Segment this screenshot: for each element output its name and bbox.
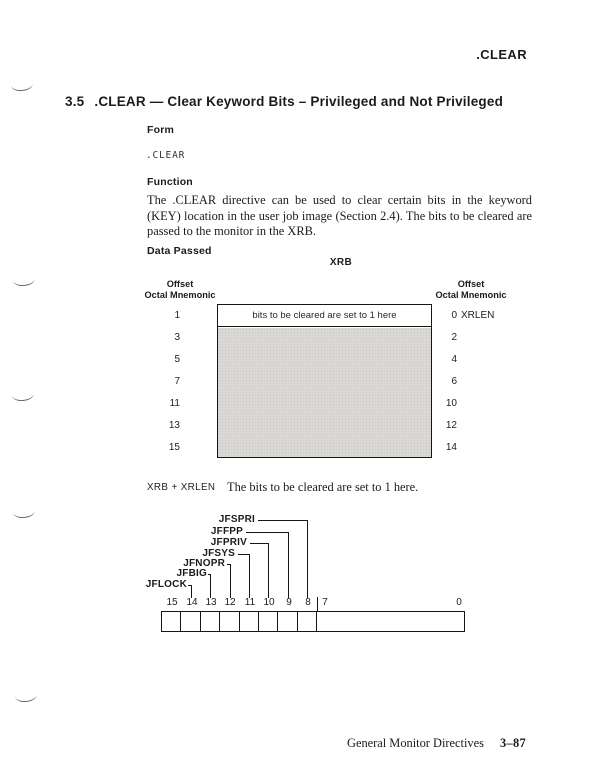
- offset-left: 13: [168, 420, 180, 431]
- footer-title: General Monitor Directives: [347, 736, 484, 750]
- offset-header-right: [419, 279, 523, 300]
- section-heading: [65, 94, 503, 109]
- bit-cell-15: [162, 612, 181, 631]
- data-passed-heading: Data Passed: [147, 245, 212, 257]
- offset-right: 2: [451, 332, 457, 343]
- offset-left: 3: [174, 332, 180, 343]
- bit-number: 10: [263, 597, 275, 608]
- bit-cell-14: [181, 612, 200, 631]
- xrb-shaded-area: [218, 328, 431, 457]
- bit-number: 0: [456, 597, 462, 608]
- bit-number: 9: [286, 597, 292, 608]
- offset-left: 7: [174, 376, 180, 387]
- offset-left: 11: [169, 398, 180, 409]
- flag-label-jfpriv: JFPRIV: [210, 537, 247, 548]
- scan-curl-mark: [12, 391, 35, 402]
- scan-curl-mark: [13, 508, 36, 519]
- connector-line: [227, 564, 231, 598]
- register-divider-tick: [317, 597, 318, 612]
- scan-curl-mark: [11, 81, 34, 92]
- offset-left: 15: [168, 442, 180, 453]
- bit-register: [161, 611, 465, 632]
- running-header: .CLEAR: [476, 47, 527, 62]
- flag-label-jflock: JFLOCK: [145, 579, 187, 590]
- offset-header-left-line2: Octal Mnemonic: [144, 289, 216, 300]
- flag-label-jfnopr: JFNOPR: [183, 558, 225, 569]
- bit-cell-8: [298, 612, 317, 631]
- connector-line: [208, 574, 211, 598]
- flag-label-jfbig: JFBIG: [176, 568, 207, 579]
- xrb-title: XRB: [329, 257, 353, 268]
- footer-page-number: 3–87: [499, 736, 526, 750]
- bit-number: 7: [322, 597, 328, 608]
- connector-line: [238, 554, 250, 598]
- offset-right: 6: [451, 376, 457, 387]
- offset-right: 4: [451, 354, 457, 365]
- bit-cell-11: [240, 612, 259, 631]
- function-body: The .CLEAR directive can be used to clear certain bits in the keyword (KEY) location in the user job image (Section 2.4). The bits to be cleared are passed to the monitor in the XRB.: [147, 193, 532, 239]
- offset-right: 0: [451, 310, 457, 321]
- bit-number: 12: [224, 597, 236, 608]
- offset-header-right-line2: Octal Mnemonic: [435, 289, 507, 300]
- bit-number: 14: [186, 597, 198, 608]
- scan-curl-mark: [15, 692, 38, 703]
- form-heading: Form: [147, 124, 175, 136]
- offset-left: 5: [174, 354, 180, 365]
- function-heading: Function: [147, 176, 193, 188]
- bit-number: 13: [205, 597, 217, 608]
- flag-label-jffpp: JFFPP: [210, 526, 243, 537]
- offset-header-right-line1: Offset: [457, 279, 485, 289]
- offset-right: 10: [445, 398, 457, 409]
- scan-curl-mark: [13, 276, 36, 287]
- bit-cell-9: [278, 612, 297, 631]
- bit-cell-7-0: [317, 612, 464, 631]
- section-title: .CLEAR — Clear Keyword Bits – Privileged and Not Privileged: [94, 94, 504, 109]
- bit-number: 8: [305, 597, 311, 608]
- note-text: The bits to be cleared are set to 1 here.: [227, 480, 419, 494]
- bit-number: 11: [244, 597, 256, 608]
- page-footer: [347, 736, 526, 751]
- offset-left: 1: [174, 310, 180, 321]
- flag-label-jfspri: JFSPRI: [218, 514, 255, 525]
- bit-number: 15: [166, 597, 178, 608]
- form-syntax: .CLEAR: [146, 150, 186, 161]
- offset-header-left-line1: Offset: [166, 279, 194, 289]
- bit-cell-10: [259, 612, 278, 631]
- offset-header-left: [128, 279, 232, 300]
- offset-right: 12: [445, 420, 457, 431]
- offset-right: 14: [445, 442, 457, 453]
- bit-cell-12: [220, 612, 239, 631]
- connector-line: [250, 543, 269, 598]
- offset-mnemonic: XRLEN: [461, 310, 495, 321]
- bit-cell-13: [201, 612, 220, 631]
- xrb-block-diagram: [217, 304, 432, 458]
- flag-label-jfsys: JFSYS: [202, 548, 235, 559]
- section-number: 3.5: [65, 94, 85, 109]
- note-label: XRB + XRLEN: [147, 482, 216, 493]
- xrb-banner-row: bits to be cleared are set to 1 here: [218, 305, 431, 327]
